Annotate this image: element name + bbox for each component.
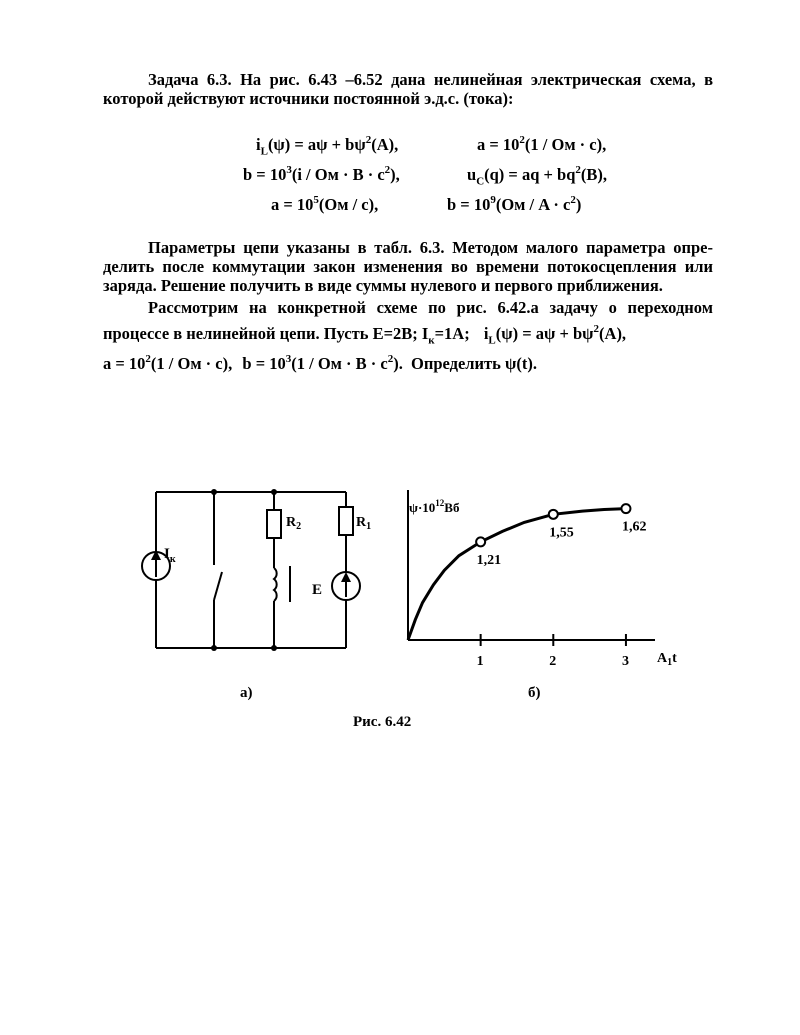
y-axis-label: $\psi\cdot 10^{12}Вб$ [409,498,460,515]
flux-curve [408,509,626,640]
params-line2: делить после коммутации закон изменения во времени потокосцепления или [103,257,713,276]
x-tick-label-1: 1 [476,654,484,669]
task-intro-line1: Задача 6.3. На рис. 6.43 –6.52 дана нелинейная электрическая схема, в [148,70,713,89]
caption-a: а) [240,685,253,701]
example-line1: Рассмотрим на конкретной схеме по рис. 6.42.а задачу о переходном [148,298,713,317]
r2-resistor [267,510,281,538]
data-point-3 [621,504,630,513]
example-line2: процессе в нелинейной цепи. Пусть E=2В; $I_к=1A$; $i_L(\psi) = a\psi + b\psi^2(A)$, [103,323,627,347]
params-line3: заряда. Решение получить в виде суммы нулевого и первого приближения. [103,276,663,295]
caption-b: б) [528,685,541,701]
inductor-coil [274,568,277,601]
data-point-1 [476,537,485,546]
node-bottom-1 [211,645,217,651]
formula-il: $i_L(\psi) = a\psi + b\psi^2(A)$, [256,134,399,158]
example-line3: $a = 10^2(1$ / Ом · c), $b = 10^3(1$ / Ом · $В \cdot c^2$). Определить ψ(t). [103,353,537,373]
source-label: $I_к$ [164,546,176,565]
task-intro-line2: которой действуют источники постоянной э.д.с. (тока): [103,89,514,108]
formula-a1: $a = 10^2(1$ / Ом · c), [477,134,607,154]
x-tick-label-3: 3 [621,654,629,669]
formula-b2: $b = 10^9(Ом / A \cdot c^2)$ [447,194,582,214]
x-tick-label-2: 2 [549,654,557,669]
figure-caption: Рис. 6.42 [353,714,412,730]
node-bottom-2 [271,645,277,651]
formula-b1: $b = 10^3(i$ / Ом · $В \cdot c^2$), [243,164,400,184]
circuit-diagram [140,480,370,670]
formula-a2: $a = 10^5(Ом / c)$, [271,194,379,214]
node-top-1 [211,489,217,495]
r2-label: $R_2$ [286,515,302,532]
example-il-formula: $i_L(\psi) = a\psi + b\psi^2(A)$, [483,323,627,347]
data-point-2 [549,510,558,519]
data-label-2: 1,55 [549,525,574,541]
node-top-2 [271,489,277,495]
switch-blade [214,572,222,600]
x-axis-label: $A_1t$ [657,651,677,668]
emf-label: E [312,582,323,598]
flux-chart [395,480,695,680]
data-label-3: 1,62 [621,519,647,535]
params-line1: Параметры цепи указаны в табл. 6.3. Методом малого параметра опре- [148,238,713,257]
r1-label: $R_1$ [356,515,372,532]
r1-resistor [339,507,353,535]
formula-uc: $u_C(q)$ = aq + $bq^2(B)$, [467,164,608,188]
data-label-1: 1,21 [476,552,502,568]
